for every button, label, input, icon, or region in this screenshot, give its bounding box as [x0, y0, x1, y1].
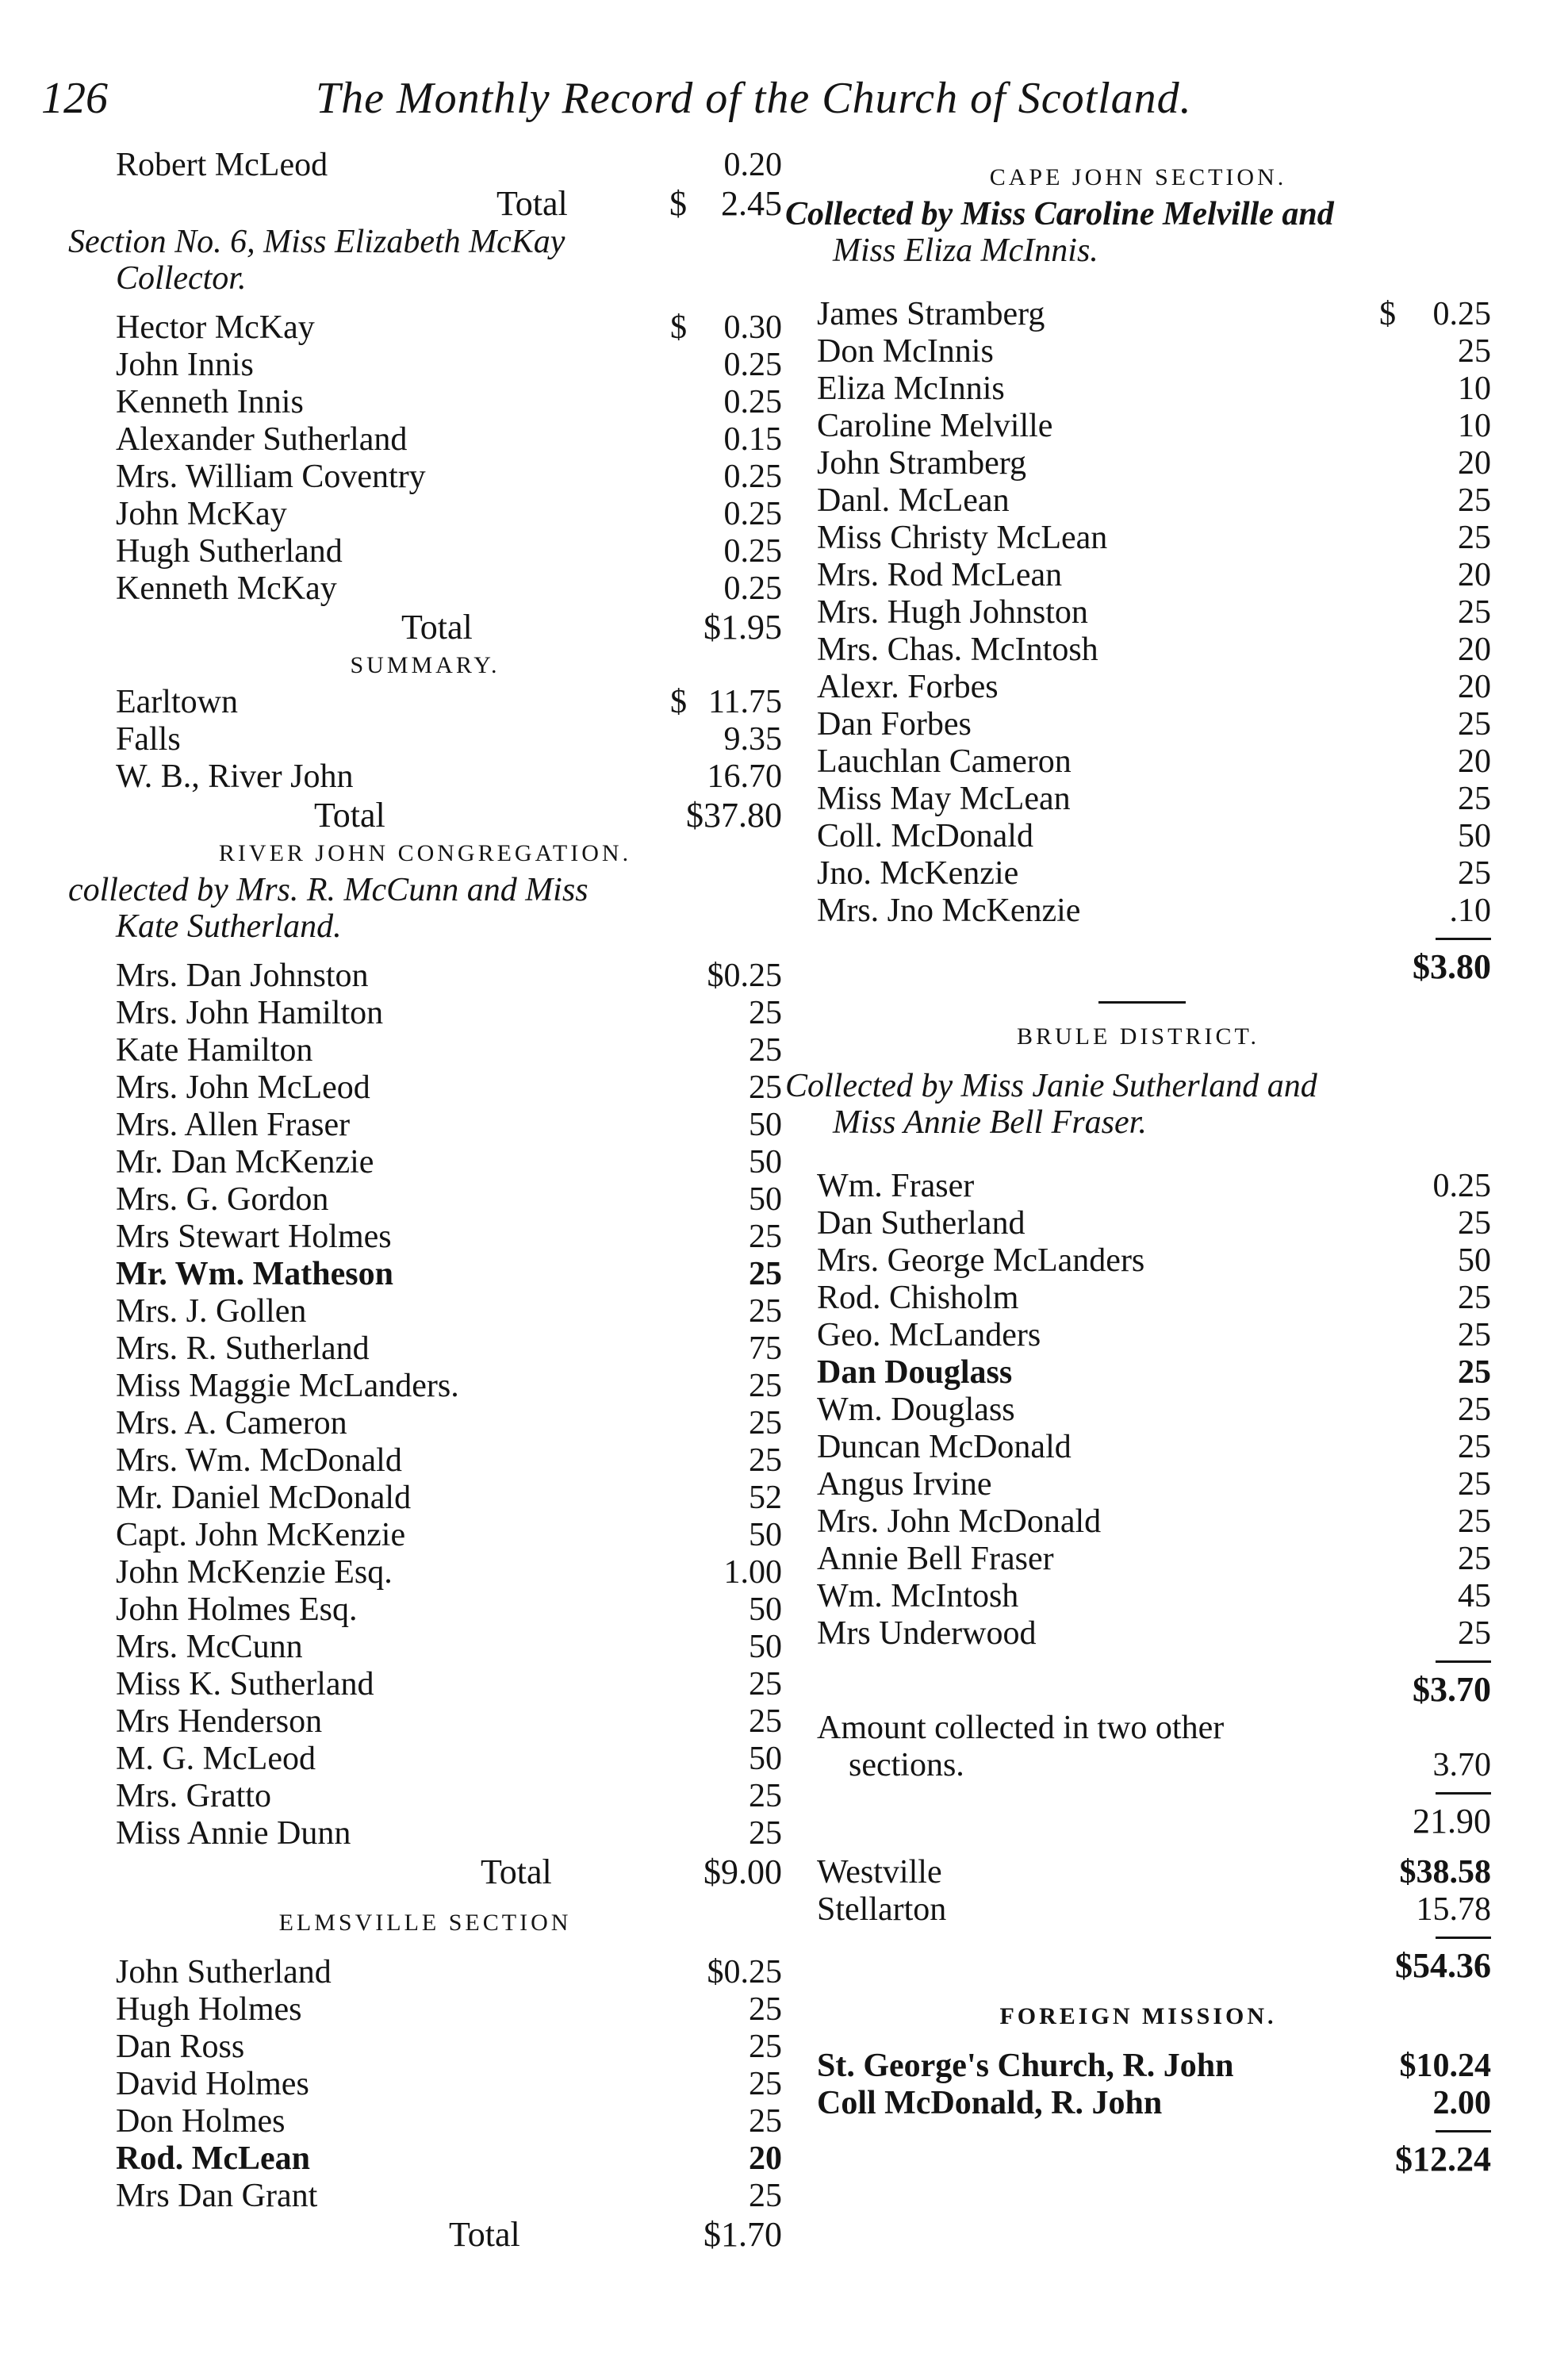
entry-name: Mrs. John McLeod: [116, 1069, 370, 1106]
entry-name: Kate Hamilton: [116, 1032, 313, 1069]
entry-name: David Holmes: [116, 2066, 309, 2102]
elmsville-list: [68, 1954, 782, 2215]
entry-name: Caroline Melville: [817, 408, 1053, 444]
entry-amount: 75: [749, 1330, 782, 1367]
entry-amount: 25: [749, 995, 782, 1031]
entry-name: Mrs Dan Grant: [116, 2178, 318, 2214]
entry-name: Wm. Fraser: [817, 1168, 975, 1204]
entry-amount: 50: [1458, 1242, 1491, 1279]
entry-amount: 25: [1458, 1280, 1491, 1316]
list-item: [68, 1144, 782, 1181]
list-item: [68, 496, 782, 533]
total-amount: $3.80: [1413, 947, 1491, 986]
collector-text: Miss Annie Bell Fraser.: [833, 1104, 1147, 1141]
list-item: [785, 669, 1491, 706]
list-item: [68, 1368, 782, 1405]
list-item: [68, 1405, 782, 1442]
entry-name: Mrs. Gratto: [116, 1778, 271, 1814]
entry-name: Wm. McIntosh: [817, 1578, 1019, 1614]
entry-amount: 25: [1458, 1541, 1491, 1577]
list-item: [68, 309, 782, 347]
entry-amount: 20: [749, 2140, 782, 2177]
section-6-title: [68, 224, 782, 297]
entry-amount: 25: [1458, 1205, 1491, 1242]
list-item: [68, 1330, 782, 1368]
entry-amount: 25: [1458, 594, 1491, 631]
other-sections-text: sections.: [849, 1747, 964, 1783]
foreign-mission-heading: FOREIGN MISSION.: [999, 2003, 1277, 2029]
dollar-sign: $: [670, 309, 687, 346]
entry-amount: 25: [749, 1293, 782, 1330]
total-amount: $1.95: [703, 608, 782, 647]
entry-amount: 0.25: [723, 533, 782, 570]
list-item: [68, 421, 782, 459]
entry-name: Danl. McLean: [817, 482, 1010, 519]
entry-name: Mrs. Rod McLean: [817, 557, 1063, 593]
list-item: [68, 1480, 782, 1517]
entry-name: St. George's Church, R. John: [817, 2048, 1234, 2084]
total-row: [785, 1946, 1491, 1986]
total-row: [785, 947, 1491, 987]
entry-name: Alexander Sutherland: [116, 421, 408, 458]
list-item: [68, 1703, 782, 1741]
entry-amount: 25: [749, 1256, 782, 1292]
entry-amount: 25: [1458, 1503, 1491, 1540]
entry-name: Mrs. McCunn: [116, 1629, 303, 1665]
cape-john-list: [785, 296, 1491, 930]
collector-line: [785, 196, 1491, 269]
entry-amount: 2.00: [1432, 2085, 1491, 2121]
entry-amount: 16.70: [707, 758, 782, 795]
entry-name: Wm. Douglass: [817, 1392, 1015, 1428]
entry-amount: 0.25: [723, 459, 782, 495]
entry-amount: 25: [1458, 1615, 1491, 1652]
entry-name: Westville: [817, 1854, 942, 1891]
list-item: [68, 1442, 782, 1480]
entry-name: John McKay: [116, 496, 287, 532]
list-item: [785, 445, 1491, 482]
entry-name: Mrs. George McLanders: [817, 1242, 1145, 1279]
entry-name: Hector McKay: [116, 309, 315, 346]
entry-amount: 25: [749, 1703, 782, 1740]
subtotal-row: [785, 1670, 1491, 1710]
list-item: [785, 1503, 1491, 1541]
grand-total-amount: 21.90: [1413, 1802, 1491, 1841]
entry-name: Mrs. John McDonald: [817, 1503, 1102, 1540]
total-label: Total: [449, 2215, 520, 2254]
entry-name: Geo. McLanders: [817, 1317, 1041, 1353]
entry-amount: 50: [749, 1181, 782, 1218]
total-row: [68, 1852, 782, 1892]
list-item: [68, 1954, 782, 1991]
list-item: [785, 1317, 1491, 1354]
entry-amount: 50: [1458, 818, 1491, 854]
entry-name: John Innis: [116, 347, 254, 383]
entry-name: Hugh Sutherland: [116, 533, 343, 570]
list-item: [68, 2103, 782, 2140]
entry-name: John Sutherland: [116, 1954, 332, 1990]
list-item: [68, 1778, 782, 1815]
entry-amount: 0.25: [723, 496, 782, 532]
list-item: [785, 1854, 1491, 1891]
entry-amount: 50: [749, 1517, 782, 1553]
list-item: [68, 570, 782, 608]
rule-dash: [785, 1929, 1491, 1946]
other-sections-line: [785, 1747, 1491, 1784]
collector-text: Kate Sutherland.: [116, 908, 342, 945]
entry-amount: 25: [749, 2178, 782, 2214]
list-item: [68, 1181, 782, 1219]
entry-amount: 0.25: [723, 347, 782, 383]
list-item: [785, 370, 1491, 408]
section-title-line: Collector.: [116, 260, 247, 297]
entry-name: Mrs. G. Gordon: [116, 1181, 329, 1218]
entry-amount: 50: [749, 1144, 782, 1180]
entry-amount: 25: [1458, 1429, 1491, 1465]
list-item: [68, 384, 782, 421]
list-item: [68, 2066, 782, 2103]
list-item: [68, 1219, 782, 1256]
entry-name: W. B., River John: [116, 758, 354, 795]
rule-dash: [785, 2122, 1491, 2140]
entry-amount: 25: [749, 1666, 782, 1702]
list-item: [785, 1615, 1491, 1653]
entry-amount: 20: [1458, 743, 1491, 780]
entry-name: John Holmes Esq.: [116, 1591, 358, 1628]
list-item: [785, 1392, 1491, 1429]
entry-name: Mrs. John Hamilton: [116, 995, 384, 1031]
entry-name: Rod. McLean: [116, 2140, 310, 2177]
subtotal-amount: $3.70: [1413, 1670, 1491, 1709]
total-label: Total: [481, 1852, 552, 1891]
list-item: [785, 1466, 1491, 1503]
entry-name: Don Holmes: [116, 2103, 286, 2140]
entry-amount: 0.20: [723, 147, 782, 183]
entry-amount: 25: [749, 1778, 782, 1814]
list-item: [68, 1991, 782, 2029]
running-head: [0, 73, 1568, 136]
list-item: [68, 1666, 782, 1703]
entry-name: Eliza McInnis: [817, 370, 1005, 407]
entry-amount: 20: [1458, 631, 1491, 668]
collector-text: collected by Mrs. R. McCunn and Miss: [68, 872, 588, 908]
entry-amount: 0.25: [1432, 1168, 1491, 1204]
section-6-list: [68, 309, 782, 608]
entry-name: Coll. McDonald: [817, 818, 1033, 854]
entry-name: Mrs Henderson: [116, 1703, 323, 1740]
entry-name: Duncan McDonald: [817, 1429, 1072, 1465]
total-row: [68, 796, 782, 835]
list-item: [68, 1554, 782, 1591]
entry-amount: 25: [1458, 1392, 1491, 1428]
list-item: [785, 2085, 1491, 2122]
total-row: [68, 184, 782, 224]
total-row: [785, 2140, 1491, 2179]
entry-amount: 0.15: [723, 421, 782, 458]
elmsville-heading: ELMSVILLE SECTION: [278, 1910, 572, 1936]
entry-amount: 25: [749, 1032, 782, 1069]
entry-amount: 0.25: [723, 570, 782, 607]
entry-amount: 0.30: [723, 309, 782, 346]
entry-name: Dan Forbes: [817, 706, 972, 743]
list-item: [785, 333, 1491, 370]
entry-amount: $0.25: [707, 958, 782, 994]
list-item: [68, 995, 782, 1032]
list-item: [68, 1629, 782, 1666]
list-item: [785, 706, 1491, 743]
left-column: [68, 147, 782, 2255]
entry-amount: 0.25: [723, 384, 782, 420]
entry-amount: 25: [749, 1991, 782, 2028]
other-sections-amount: 3.70: [1432, 1747, 1491, 1783]
entry-name: Mrs. Allen Fraser: [116, 1107, 351, 1143]
total-amount: 2.45: [721, 184, 782, 223]
entry-name: Stellarton: [817, 1891, 947, 1928]
entry-amount: 25: [1458, 520, 1491, 556]
entry-amount: 20: [1458, 669, 1491, 705]
other-sections-line: [785, 1710, 1491, 1747]
entry-name: Miss May McLean: [817, 781, 1071, 817]
entry-name: Mr. Daniel McDonald: [116, 1480, 412, 1516]
list-item: [68, 347, 782, 384]
entry-name: Mrs Stewart Holmes: [116, 1219, 392, 1255]
list-item: [68, 1032, 782, 1069]
entry-amount: 11.75: [708, 684, 782, 720]
entry-name: M. G. McLeod: [116, 1741, 316, 1777]
dollar-sign: $: [1379, 296, 1396, 332]
entry-amount: 25: [1458, 855, 1491, 892]
list-item: [68, 2140, 782, 2178]
entry-name: Earltown: [116, 684, 238, 720]
entry-amount: 25: [749, 1219, 782, 1255]
list-item: [785, 1891, 1491, 1929]
entry-name: Angus Irvine: [817, 1466, 992, 1503]
dollar-sign: $: [670, 684, 687, 720]
entry-name: Miss Annie Dunn: [116, 1815, 351, 1852]
rule-dash: [785, 930, 1491, 947]
list-item: [785, 1578, 1491, 1615]
total-amount: $54.36: [1395, 1946, 1491, 1985]
entry-name: Mrs. Chas. McIntosh: [817, 631, 1098, 668]
list-item: [785, 482, 1491, 520]
total-row: [68, 608, 782, 647]
collector-text: Collected by Miss Janie Sutherland and: [785, 1068, 1317, 1104]
entry-amount: 25: [749, 2103, 782, 2140]
entry-name: Mrs. R. Sutherland: [116, 1330, 370, 1367]
list-item: [785, 594, 1491, 631]
entry-name: Mr. Wm. Matheson: [116, 1256, 393, 1292]
entry-amount: 25: [749, 1405, 782, 1441]
entry-amount: $38.58: [1399, 1854, 1491, 1891]
river-john-list: [68, 958, 782, 1852]
entry-amount: 25: [1458, 1466, 1491, 1503]
entry-amount: 1.00: [723, 1554, 782, 1591]
section-title-line: Section No. 6, Miss Elizabeth McKay: [68, 224, 565, 260]
entry-name: Mrs. Hugh Johnston: [817, 594, 1088, 631]
entry-name: Kenneth McKay: [116, 570, 337, 607]
entry-amount: 15.78: [1416, 1891, 1491, 1928]
entry-name: Annie Bell Fraser: [817, 1541, 1054, 1577]
brule-heading: BRULE DISTRICT.: [1016, 1023, 1260, 1050]
dollar-sign: $: [669, 184, 687, 223]
entry-name: Dan Ross: [116, 2029, 245, 2065]
entry-amount: 20: [1458, 557, 1491, 593]
entry-amount: 25: [749, 1442, 782, 1479]
list-item: [68, 1107, 782, 1144]
entry-amount: 52: [749, 1480, 782, 1516]
entry-amount: 25: [749, 2029, 782, 2065]
entry-name: Rod. Chisholm: [817, 1280, 1019, 1316]
list-item: [785, 408, 1491, 445]
list-item: [68, 1256, 782, 1293]
journal-title: The Monthly Record of the Church of Scotland.: [316, 74, 1192, 123]
list-item: [68, 1815, 782, 1852]
entry-amount: 25: [1458, 482, 1491, 519]
entry-amount: 25: [749, 1069, 782, 1106]
entry-name: James Stramberg: [817, 296, 1045, 332]
total-amount: $1.70: [703, 2215, 782, 2254]
entry-name: Miss Maggie McLanders.: [116, 1368, 459, 1404]
entry-amount: 9.35: [723, 721, 782, 758]
entry-amount: 25: [749, 1368, 782, 1404]
list-item: [68, 533, 782, 570]
entry-amount: 50: [749, 1629, 782, 1665]
total-label: Total: [401, 608, 473, 647]
entry-name: Jno. McKenzie: [817, 855, 1019, 892]
entry-amount: $0.25: [707, 1954, 782, 1990]
list-item: [785, 557, 1491, 594]
entry-amount: 25: [749, 2066, 782, 2102]
page-number: 126: [41, 74, 108, 123]
total-amount: $9.00: [703, 1852, 782, 1891]
entry-name: Kenneth Innis: [116, 384, 304, 420]
list-item: [785, 1242, 1491, 1280]
entry-name: John McKenzie Esq.: [116, 1554, 393, 1591]
list-item: [68, 958, 782, 995]
entry-name: Lauchlan Cameron: [817, 743, 1072, 780]
list-item: [68, 1069, 782, 1107]
entry-name: Mr. Dan McKenzie: [116, 1144, 374, 1180]
entry-name: John Stramberg: [817, 445, 1027, 482]
list-item: [68, 1591, 782, 1629]
list-item: [785, 1280, 1491, 1317]
entry-amount: 10: [1458, 370, 1491, 407]
list-item: [68, 758, 782, 796]
entry-amount: 0.25: [1432, 296, 1491, 332]
grand-total-row: [785, 1802, 1491, 1841]
entry-amount: 25: [1458, 781, 1491, 817]
list-item: [785, 1429, 1491, 1466]
list-item: [785, 1541, 1491, 1578]
entry-name: Miss Christy McLean: [817, 520, 1108, 556]
entry-amount: 25: [1458, 706, 1491, 743]
entry-amount: 50: [749, 1591, 782, 1628]
collector-line: [785, 1068, 1491, 1141]
entry-amount: .10: [1449, 892, 1491, 929]
total-label: Total: [314, 796, 385, 835]
list-item: [785, 1168, 1491, 1205]
entry-name: Don McInnis: [817, 333, 994, 370]
summary-heading: SUMMARY.: [350, 652, 500, 678]
collector-text: Collected by Miss Caroline Melville and: [785, 196, 1334, 232]
entry-name: Dan Sutherland: [817, 1205, 1026, 1242]
list-item: [785, 781, 1491, 818]
cape-john-heading: CAPE JOHN SECTION.: [989, 164, 1287, 190]
list-item: [785, 1205, 1491, 1242]
brule-list: [785, 1168, 1491, 1653]
section-divider: [785, 987, 1491, 1019]
entry-amount: 45: [1458, 1578, 1491, 1614]
entry-name: Hugh Holmes: [116, 1991, 302, 2028]
entry-amount: 25: [1458, 1354, 1491, 1391]
collector-text: Miss Eliza McInnis.: [833, 232, 1098, 269]
list-item: [785, 743, 1491, 781]
list-item: [68, 684, 782, 721]
collector-line: [68, 872, 782, 945]
list-item: [68, 1293, 782, 1330]
other-sections-text: Amount collected in two other: [817, 1710, 1225, 1746]
entry-name: Alexr. Forbes: [817, 669, 999, 705]
rule-dash: [785, 1653, 1491, 1670]
entry-name: Falls: [116, 721, 181, 758]
entry-name: Mrs. A. Cameron: [116, 1405, 347, 1441]
list-item: [785, 631, 1491, 669]
list-item: [785, 1354, 1491, 1392]
entry-name: Miss K. Sutherland: [116, 1666, 374, 1702]
entry-name: Coll McDonald, R. John: [817, 2085, 1163, 2121]
entry-name: Capt. John McKenzie: [116, 1517, 406, 1553]
entry-name: Mrs Underwood: [817, 1615, 1037, 1652]
list-item: [68, 721, 782, 758]
list-item: [785, 818, 1491, 855]
entry-amount: 20: [1458, 445, 1491, 482]
rule-dash: [785, 1784, 1491, 1802]
entry-name: Mrs. Jno McKenzie: [817, 892, 1081, 929]
total-amount: $37.80: [686, 796, 782, 835]
river-john-heading: RIVER JOHN CONGREGATION.: [218, 840, 632, 866]
entry-name: Mrs. Dan Johnston: [116, 958, 369, 994]
entry-amount: 25: [1458, 1317, 1491, 1353]
total-amount: $12.24: [1395, 2140, 1491, 2178]
total-label: Total: [496, 184, 568, 223]
list-item: [785, 520, 1491, 557]
list-item: [68, 459, 782, 496]
list-item: [68, 1517, 782, 1554]
list-item: [785, 2048, 1491, 2085]
entry-name: Mrs. Wm. McDonald: [116, 1442, 402, 1479]
entry-amount: 10: [1458, 408, 1491, 444]
entry-name: Robert McLeod: [116, 147, 328, 183]
list-item: [785, 296, 1491, 333]
right-column: [785, 147, 1491, 2179]
entry-amount: 25: [1458, 333, 1491, 370]
list-item: [785, 855, 1491, 892]
entry-amount: $10.24: [1399, 2048, 1491, 2084]
entry-name: Dan Douglass: [817, 1354, 1013, 1391]
entry-name: Mrs. William Coventry: [116, 459, 426, 495]
list-item: [785, 892, 1491, 930]
entry-name: Mrs. J. Gollen: [116, 1293, 307, 1330]
total-row: [68, 2215, 782, 2255]
list-item: [68, 147, 782, 184]
list-item: [68, 2178, 782, 2215]
entry-amount: 25: [749, 1815, 782, 1852]
list-item: [68, 1741, 782, 1778]
entry-amount: 50: [749, 1741, 782, 1777]
entry-amount: 50: [749, 1107, 782, 1143]
list-item: [68, 2029, 782, 2066]
